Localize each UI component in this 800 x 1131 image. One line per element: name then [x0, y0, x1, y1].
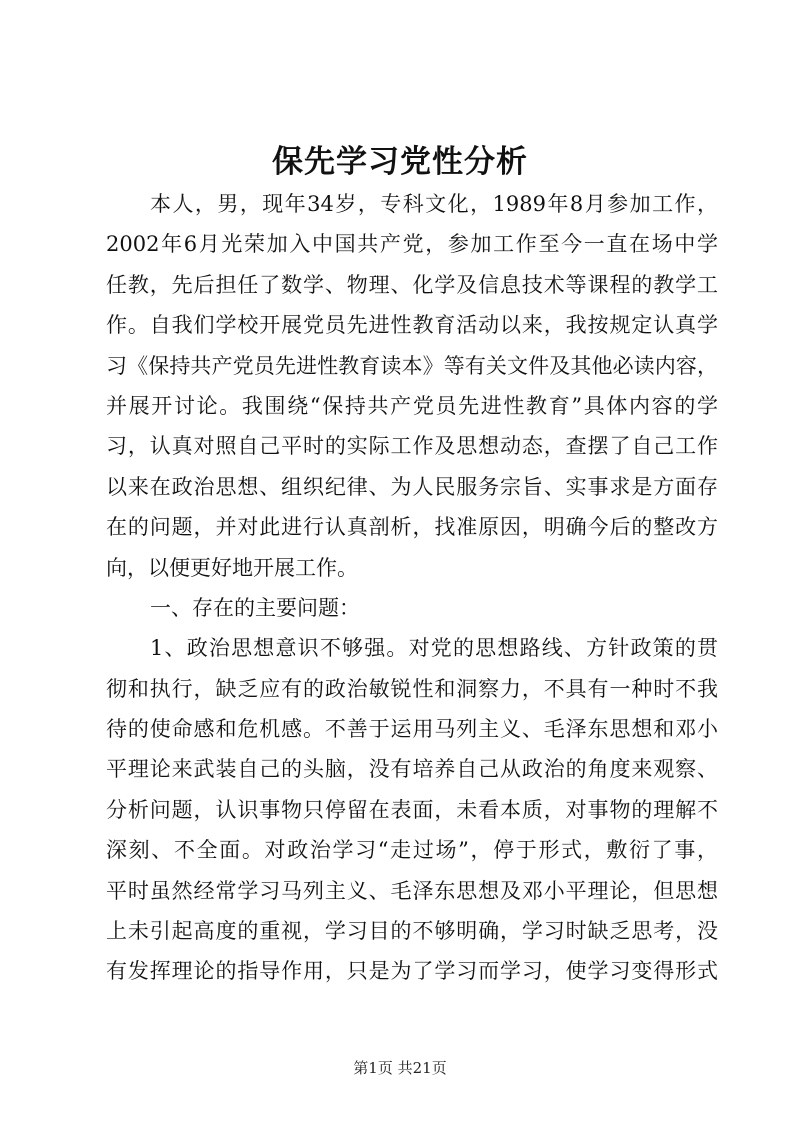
body-line: 平时虽然经常学习马列主义、毛泽东思想及邓小平理论，但思想 — [106, 878, 718, 903]
page-indicator: 第1页 共21页 — [353, 1059, 447, 1077]
document-title: 保先学习党性分析 — [272, 144, 528, 180]
body-line: 任教，先后担任了数学、物理、化学及信息技术等课程的教学工 — [106, 272, 718, 297]
document-body — [106, 184, 718, 992]
body-line: 有发挥理论的指导作用，只是为了学习而学习，使学习变得形式 — [106, 959, 718, 984]
body-line: 本人，男，现年34岁，专科文化，1989年8月参加工作， — [150, 192, 718, 216]
body-line: 彻和执行，缺乏应有的政治敏锐性和洞察力，不具有一种时不我 — [106, 676, 718, 701]
body-line: 向，以便更好地开展工作。 — [106, 555, 358, 580]
section-heading: 一、存在的主要问题： — [150, 595, 360, 620]
body-line: 习《保持共产党员先进性教育读本》等有关文件及其他必读内容， — [106, 353, 718, 378]
body-line: 在的问题，并对此进行认真剖析，找准原因，明确今后的整改方 — [106, 515, 718, 540]
body-line: 深刻、不全面。对政治学习“走过场”，停于形式，敷衍了事， — [106, 838, 718, 863]
body-line: 习，认真对照自己平时的实际工作及思想动态，查摆了自己工作 — [106, 434, 718, 459]
body-line: 1、政治思想意识不够强。对党的思想路线、方针政策的贯 — [150, 636, 718, 661]
body-line: 2002年6月光荣加入中国共产党，参加工作至今一直在场中学 — [106, 232, 718, 257]
body-line: 上未引起高度的重视，学习目的不够明确，学习时缺乏思考，没 — [106, 919, 718, 944]
body-line: 并展开讨论。我围绕“保持共产党员先进性教育”具体内容的学 — [106, 393, 718, 418]
body-line: 以来在政治思想、组织纪律、为人民服务宗旨、实事求是方面存 — [106, 474, 718, 499]
body-line: 作。自我们学校开展党员先进性教育活动以来，我按规定认真学 — [106, 313, 718, 338]
body-line: 分析问题，认识事物只停留在表面，未看本质，对事物的理解不 — [106, 797, 718, 822]
body-line: 待的使命感和危机感。不善于运用马列主义、毛泽东思想和邓小 — [106, 717, 718, 742]
body-line: 平理论来武装自己的头脑，没有培养自己从政治的角度来观察、 — [106, 757, 718, 782]
